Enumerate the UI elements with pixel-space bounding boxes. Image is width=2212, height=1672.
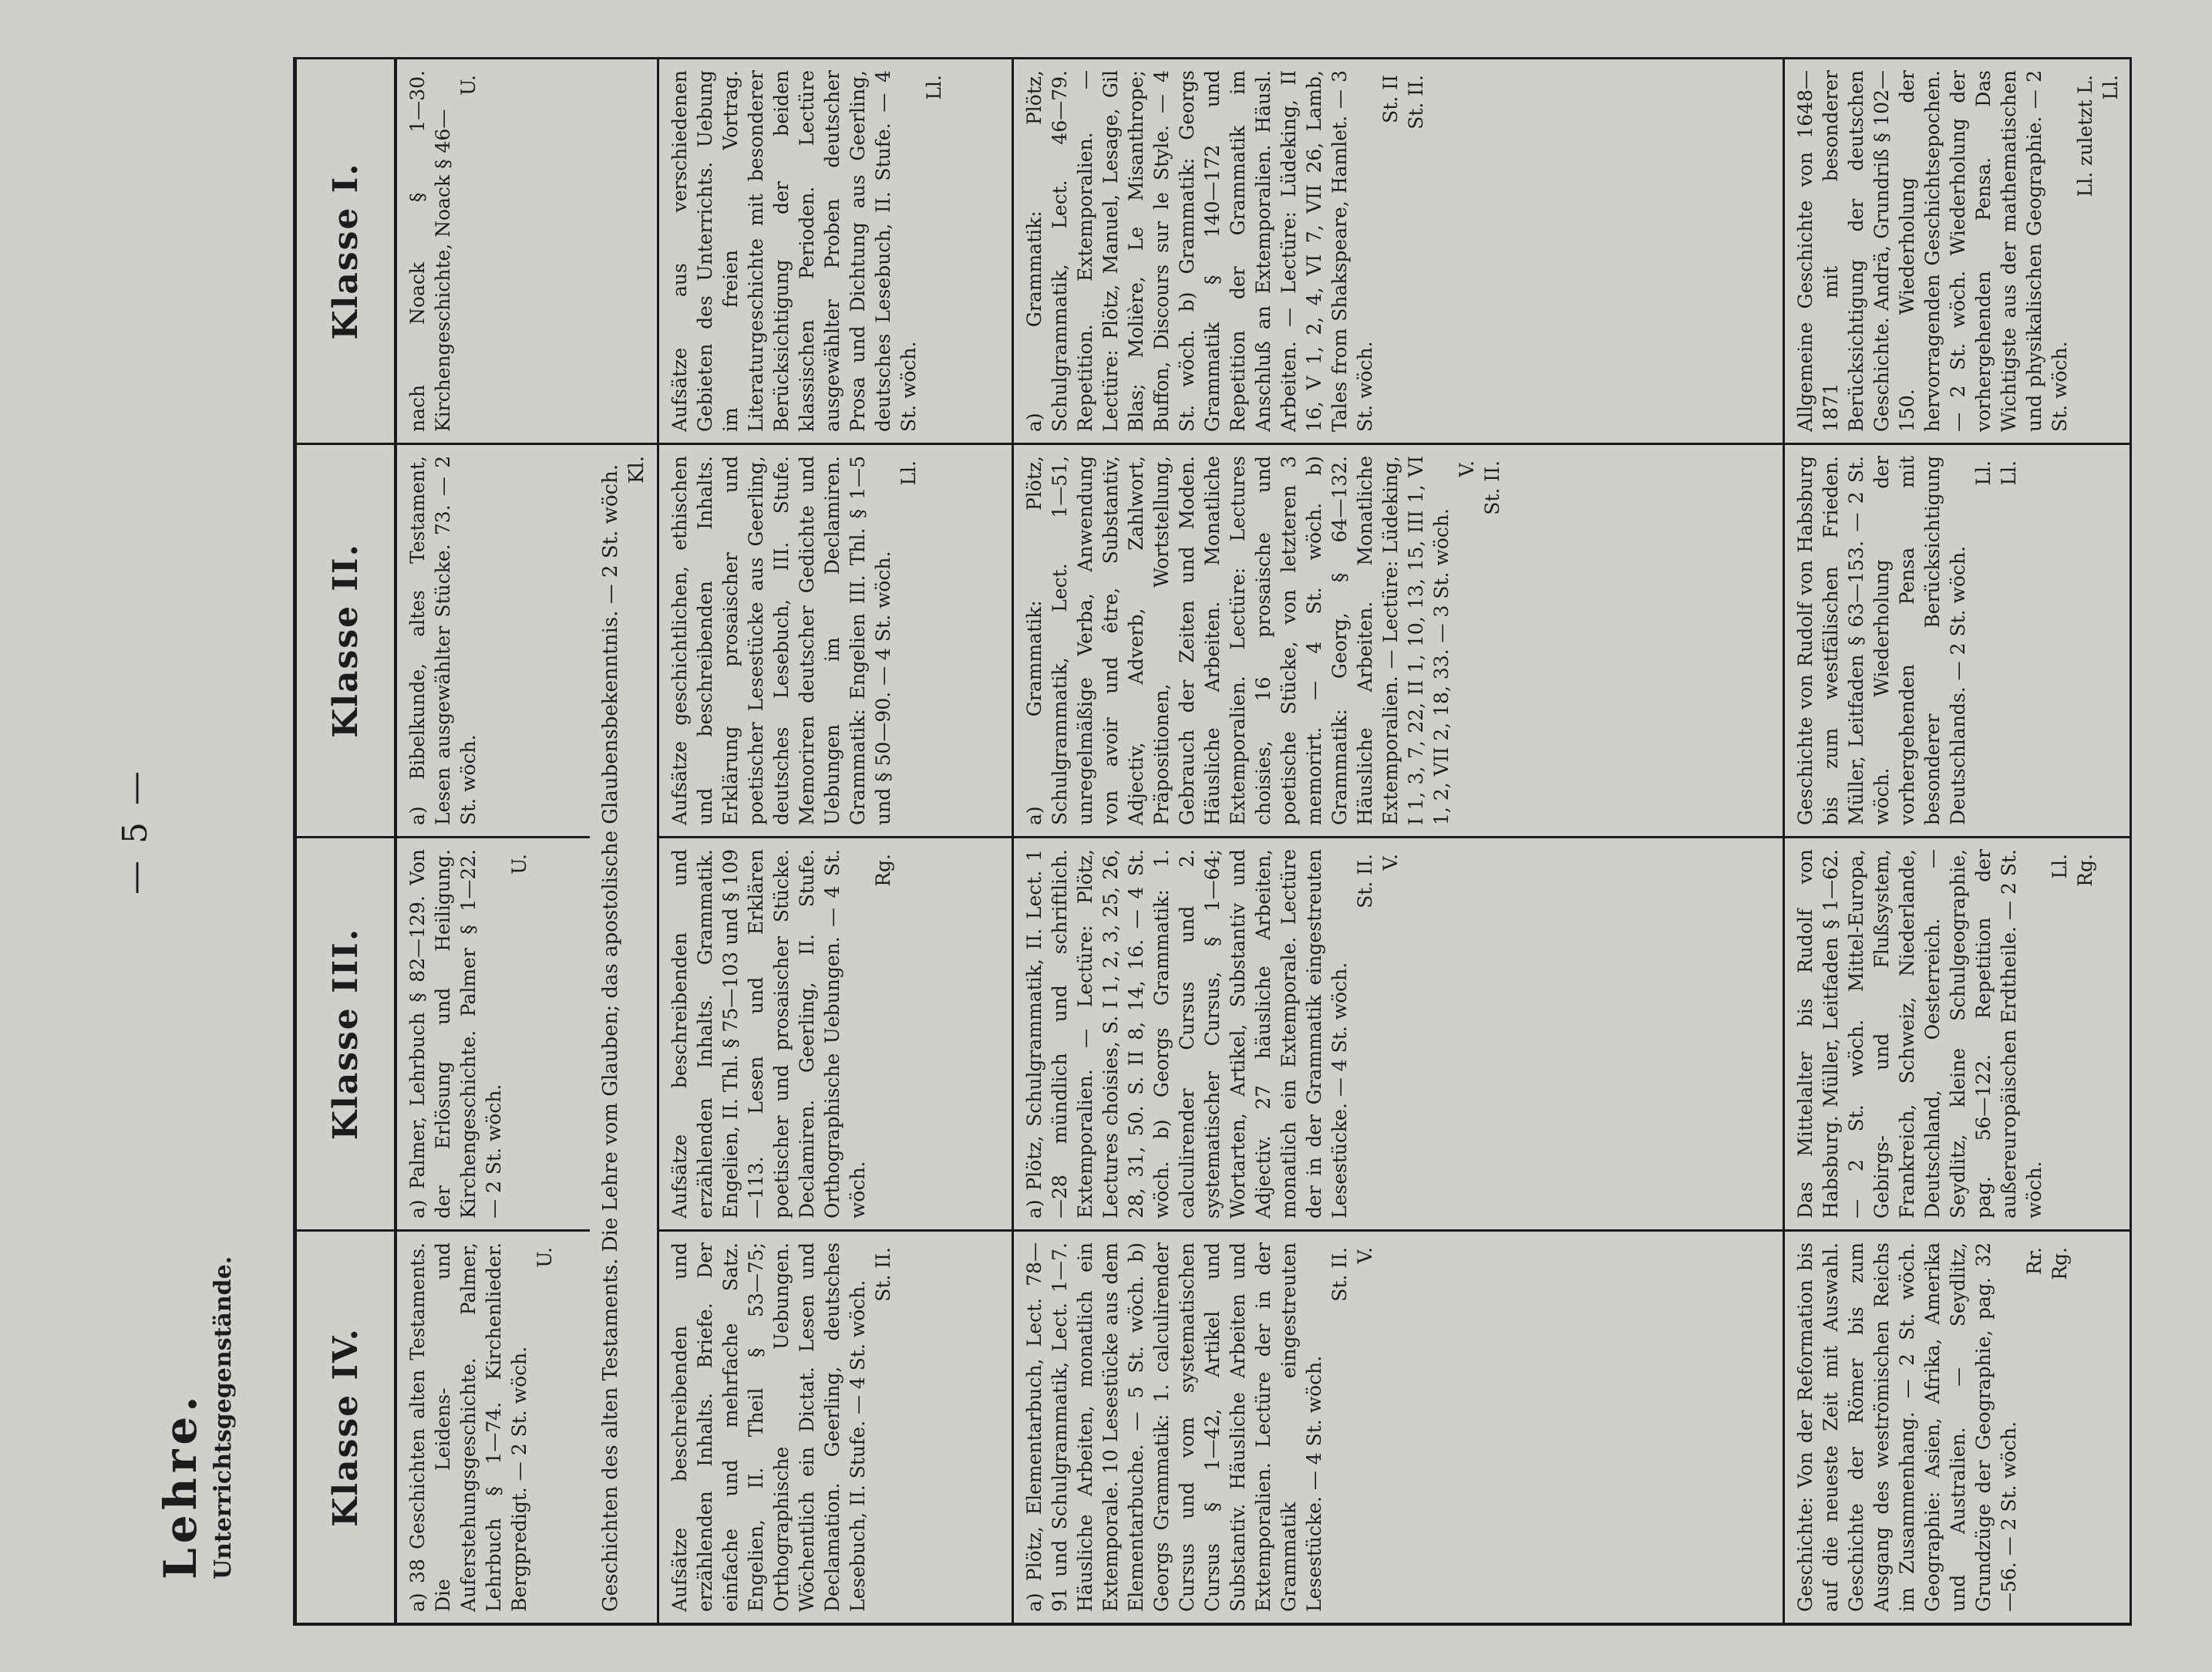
teacher-initials: V. [1456,460,1478,477]
teacher-initials: Rr. [2023,1247,2045,1275]
teacher-initials-b: V. [1379,854,1402,871]
cell-text: a) Plötz, Schulgrammatik, II. Lect. 1—28 mündlich und schriftlich. Extemporalien. — Lectüre: Plötz, Lectures choisies, S. I 1, 2, 3, 25, 26, 28, 31, 50. S. II 8, 14, 16. — 4 St. wöch. b) Georgs Grammatik: 1. calculirender Cursus und 2. systematischer Cursus, § 1—64; Wortarten, Artikel, Substantiv und Adjectiv. 27 häusliche Arbeiten, monatlich ein Extemporale. Lectüre der in der Grammatik eingestreuten Lesestücke. — 4 St. wöch. [1023,849,1351,1219]
teacher-initials-b: Rg. [2049,1247,2071,1280]
cell-text: Aufsätze aus verschiedenen Gebieten des Unterrichts. Uebung im freien Vortrag. Literaturgeschichte mit besonderer Berücksichtigung der beiden klassischen Perioden. Lectüre ausgewählter Proben deutscher Prosa und Dichtung aus Geerling, deutsches Lesebuch, II. Stufe. — 4 St. wöch. [668,70,920,432]
cell-text: Geschichten des alten Testaments. Die Lehre vom Glauben; das apostolische Glaubensbekenntnis. — 2 St. wöch. [599,464,622,1612]
teacher-initials: Ll. zuletzt L. [2074,75,2096,197]
heading-subtitle: Unterrichtsgegenstände. [210,1256,237,1579]
teacher-initials: St. II. [872,1247,894,1302]
cell-text: Aufsätze beschreibenden und erzählenden Inhalts. Grammatik. Engelien, II. Thl. § 75—103 und § 109—113. Lesen und Erklären poetischer und prosaischer Stücke. Declamiren. Geerling, II. Stufe. Orthographische Uebungen. — 4 St. wöch. [668,849,869,1219]
religion-cell-klasse-i [397,57,590,443]
teacher-initials: St. II. [1328,1247,1351,1302]
teacher-initials-b: Ll. [2099,75,2122,100]
column-header-klasse-i: Klasse I. [297,57,397,443]
cell-text: a) Grammatik: Plötz, Schulgrammatik, Lect. 46—79. Repetition. Extemporalien. — Lectüre: Plötz, Manuel, Lesage, Gil Blas; Molière, Le Misanthrope; Buffon, Discours sur le Style. — 4 St. wöch. b) Grammatik: Georgs Grammatik § 140—172 und Repetition der Grammatik im Anschluß an Extemporalien. Häusl. Arbeiten. — Lectüre: Lüdeking, II 16, V 1, 2, 4, VI 7, VII 26, Lamb, Tales from Shakspeare, Hamlet. — 3 St. wöch. [1023,70,1376,432]
languages-cell-klasse-ii [1014,443,1785,836]
teacher-initials-b: V. [1354,1247,1376,1264]
religion-cell-klasse-iii [397,836,590,1229]
teacher-initials: St. II [1379,75,1402,123]
curriculum-table [293,57,2132,1626]
column-header-klasse-iii: Klasse III. [297,836,397,1229]
teacher-initials: St. II. [1354,854,1376,908]
teacher-initials: Ll. [2049,854,2071,879]
cell-text: Geschichte von Rudolf von Habsburg bis zum westfälischen Frieden. Müller, Leitfaden § 63—153. — 2 St. wöch. Wiederholung der vorhergehenden Pensa mit besonderer Berücksichtigung Deutschlands. — 2 St. wöch. [1794,456,1969,825]
history-cell-klasse-ii [1785,443,2132,836]
column-header-klasse-ii: Klasse II. [297,443,397,836]
heading [154,1040,237,1579]
languages-cell-klasse-i [1014,57,1785,443]
teacher-initials-b: St. II. [1481,460,1503,515]
teacher-initials: Ll. [923,75,945,100]
cell-text: Geschichte: Von der Reformation bis auf die neueste Zeit mit Auswahl. Geschichte der Römer bis zum Ausgang des weströmischen Reichs im Zusammenhang. — 2 St. wöch. Geographie: Asien, Afrika, Amerika und Australien. — Seydlitz, Grundzüge der Geographie, pag. 32—56. — 2 St. wöch. [1794,1242,2020,1612]
teacher-initials: U. [457,75,480,96]
teacher-initials: Ll. [1972,460,1995,486]
cell-text: Aufsätze beschreibenden und erzählenden Inhalts. Briefe. Der einfache und mehrfache Satz. Engelien, II. Theil § 53—75; Orthographische Uebungen. Wöchentlich ein Dictat. Lesen und Declamation. Geerling, deutsches Lesebuch, II. Stufe. — 4 St. wöch. [668,1242,869,1612]
cell-text: Das Mittelalter bis Rudolf von Habsburg. Müller, Leitfaden § 1—62. — 2 St. wöch. Mittel-Europa, Gebirgs- und Flußsystem, Frankreich, Schweiz, Niederlande, Deutschland, Oesterreich. — Seydlitz, kleine Schulgeographie, pag. 56—122. Repetition der außereuropäischen Erdtheile. — 2 St. wöch. [1794,849,2045,1219]
german-cell-klasse-i [659,57,1014,443]
cell-text: a) Grammatik: Plötz, Schulgrammatik, Lect. 1—51, unregelmäßige Verba, Anwendung von avoir und être, Substantiv, Adjectiv, Adverb, Zahlwort, Präpositionen, Wortstellung, Gebrauch der Zeiten und Moden. Häusliche Arbeiten. Monatliche Extemporalien. Lectüre: Lectures choisies, 16 prosaische und poetische Stücke, von letzteren 3 memorirt. — 4 St. wöch. b) Grammatik: Georg, § 64—132. Häusliche Arbeiten. Monatliche Extemporalien. — Lectüre: Lüdeking, I 1, 3, 7, 22, II 1, 10, 13, 15, III 1, VI 1, 2, VII 2, 18, 33. — 3 St. wöch. [1023,456,1453,825]
cell-text: a) Bibelkunde, altes Testament, Lesen ausgewählter Stücke. 73. — 2 St. wöch. [406,456,480,825]
cell-text: a) 38 Geschichten alten Testaments. Die Leidens- und Auferstehungsgeschichte. Palmer, Lehrbuch § 1—74. Kirchenlieder. Bergpredigt. — 2 St. wöch. [406,1242,530,1612]
cell-text: Aufsätze geschichtlichen, ethischen und beschreibenden Inhalts. Erklärung prosaischer und poetischer Lesestücke aus Geerling, deutsches Lesebuch, III. Stufe. Memoriren deutscher Gedichte und Uebungen im Declamiren. Grammatik: Engelien III. Thl. § 1—5 und § 50—90. — 4 St. wöch. [668,456,894,825]
german-cell-klasse-iv [659,1229,1014,1623]
cell-text: Allgemeine Geschichte von 1648—1871 mit besonderer Berücksichtigung der deutschen Geschichte. Andrä, Grundriß § 102—150. Wiederholung der hervorragenden Geschichtsepochen. — 2 St. wöch. Wiederholung der vorhergehenden Pensa. Das Wichtigste aus der mathematischen und physikalischen Geographie. — 2 St. wöch. [1794,70,2071,432]
languages-cell-klasse-iii [1014,836,1785,1229]
teacher-initials-b: Ll. [1998,460,2020,486]
heading-title: Lehre. [154,1391,207,1579]
history-cell-klasse-iii [1785,836,2132,1229]
languages-cell-klasse-iv [1014,1229,1785,1623]
teacher-initials-b: Rg. [2074,854,2096,887]
german-cell-klasse-iii [659,836,1014,1229]
column-header-klasse-iv: Klasse IV. [297,1229,397,1623]
teacher-initials: Kl. [625,456,648,484]
german-cell-klasse-ii [659,443,1014,836]
religion-cell-klasse-ii [397,443,590,836]
cell-text: nach Noack § 1—30. Kirchengeschichte, Noack § 46— [406,70,454,432]
religion-cell-klasse-iv [397,1229,590,1623]
teacher-initials: U. [534,1247,556,1268]
religion-span-filler [590,57,659,443]
history-cell-klasse-i [1785,57,2132,443]
cell-text: a) Palmer, Lehrbuch § 82—129. Von der Erlösung und Heiligung. Kirchengeschichte. Palmer § 1—22. — 2 St. wöch. [406,849,505,1219]
teacher-initials: Ll. [897,460,920,486]
teacher-initials: U. [508,854,530,875]
teacher-initials-b: St. II. [1405,75,1427,130]
teacher-initials: Rg. [872,854,894,887]
history-cell-klasse-iv [1785,1229,2132,1623]
religion-span-cell [590,443,659,1623]
cell-text: a) Plötz, Elementarbuch, Lect. 78—91 und Schulgrammatik, Lect. 1—7. Häusliche Arbeiten, monatlich ein Extemporale. 10 Lesestücke aus dem Elementarbuche. — 5 St. wöch. b) Georgs Grammatik: 1. calculirender Cursus und vom systematischen Cursus § 1—42, Artikel und Substantiv. Häusliche Arbeiten und Extemporalien. Lectüre der in der Grammatik eingestreuten Lesestücke. — 4 St. wöch. [1023,1242,1325,1612]
page-number: — 5 — [116,768,155,895]
